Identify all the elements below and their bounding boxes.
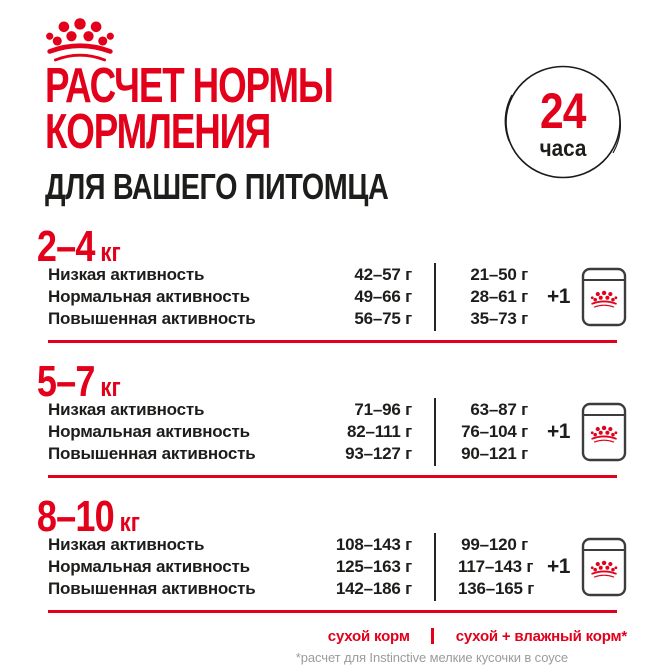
column-legend (0, 627, 667, 645)
plus-one-label: +1 (547, 285, 570, 308)
wet-food-addon (528, 267, 627, 327)
column-divider (434, 577, 436, 601)
activity-label: Низкая активность (48, 400, 205, 419)
mixed-food-value: 76–104 г (461, 422, 528, 441)
dry-food-value: 142–186 г (335, 579, 412, 598)
table-row (48, 556, 534, 578)
weight-range: 2–4 (36, 222, 95, 271)
mixed-food-value: 117–143 г (458, 557, 534, 576)
table-row (48, 421, 528, 443)
badge-hours-value: 24 (540, 83, 586, 139)
activity-label: Повышенная активность (48, 579, 256, 598)
wet-food-pouch-icon (581, 267, 627, 327)
column-divider (434, 533, 436, 557)
page-title-line1: РАСЧЕТ НОРМЫ (45, 59, 333, 113)
activity-label: Низкая активность (48, 265, 205, 284)
page-subtitle: ДЛЯ ВАШЕГО ПИТОМЦА (45, 166, 389, 207)
24-hours-badge (499, 59, 627, 187)
weight-unit: кг (119, 507, 140, 537)
column-divider (434, 398, 436, 422)
section-weight-2-4 (0, 222, 667, 343)
column-divider (434, 307, 436, 331)
plus-one-label: +1 (547, 555, 570, 578)
column-divider (434, 442, 436, 466)
badge-hours-unit: часа (539, 135, 587, 161)
mixed-food-value: 21–50 г (470, 265, 528, 284)
mixed-food-value: 90–121 г (461, 444, 528, 463)
mixed-food-value: 63–87 г (470, 400, 528, 419)
column-divider (434, 285, 436, 309)
page-title (45, 59, 429, 159)
dry-food-value: 49–66 г (354, 287, 412, 306)
activity-rows (48, 399, 528, 465)
wet-food-pouch-icon (581, 402, 627, 462)
feeding-table (0, 222, 667, 665)
section-separator (48, 340, 617, 343)
activity-label: Повышенная активность (48, 309, 256, 328)
wet-food-pouch-icon (581, 537, 627, 597)
section-title (0, 357, 547, 406)
activity-label: Нормальная активность (48, 422, 250, 441)
weight-range: 8–10 (36, 492, 114, 541)
column-divider (434, 263, 436, 287)
weight-range: 5–7 (36, 357, 95, 406)
table-row (48, 286, 528, 308)
dry-food-value: 125–163 г (335, 557, 412, 576)
mixed-food-value: 35–73 г (470, 309, 528, 328)
activity-rows (48, 264, 528, 330)
page-title-line2: КОРМЛЕНИЯ (45, 105, 271, 159)
dry-food-value: 93–127 г (345, 444, 412, 463)
footnote: *расчет для Instinctive мелкие кусочки в соусе (295, 650, 568, 665)
section-separator (48, 475, 617, 478)
section-weight-5-7 (0, 357, 667, 478)
activity-label: Нормальная активность (48, 287, 250, 306)
table-row (48, 578, 535, 600)
dry-food-value: 82–111 г (346, 422, 412, 441)
wet-food-addon (528, 402, 627, 462)
column-divider (434, 420, 436, 444)
column-divider (434, 555, 436, 579)
table-row (48, 443, 528, 465)
activity-label: Нормальная активность (48, 557, 250, 576)
legend-mixed-label: сухой + влажный корм* (455, 627, 627, 645)
legend-dry-label: сухой корм (327, 627, 410, 645)
legend-divider (431, 628, 434, 644)
dry-food-value: 56–75 г (354, 309, 412, 328)
section-weight-8-10 (0, 492, 667, 613)
section-title (0, 492, 547, 541)
mixed-food-value: 99–120 г (461, 535, 528, 554)
dry-food-value: 108–143 г (335, 535, 412, 554)
activity-label: Повышенная активность (48, 444, 256, 463)
section-separator (48, 610, 617, 613)
weight-unit: кг (100, 372, 121, 402)
section-title (0, 222, 547, 271)
dry-food-value: 42–57 г (354, 265, 412, 284)
plus-one-label: +1 (547, 420, 570, 443)
wet-food-addon (528, 537, 627, 597)
table-row (48, 308, 528, 330)
activity-label: Низкая активность (48, 535, 205, 554)
activity-rows (48, 534, 535, 600)
mixed-food-value: 28–61 г (470, 287, 528, 306)
weight-unit: кг (100, 237, 121, 267)
mixed-food-value: 136–165 г (458, 579, 535, 598)
dry-food-value: 71–96 г (354, 400, 412, 419)
